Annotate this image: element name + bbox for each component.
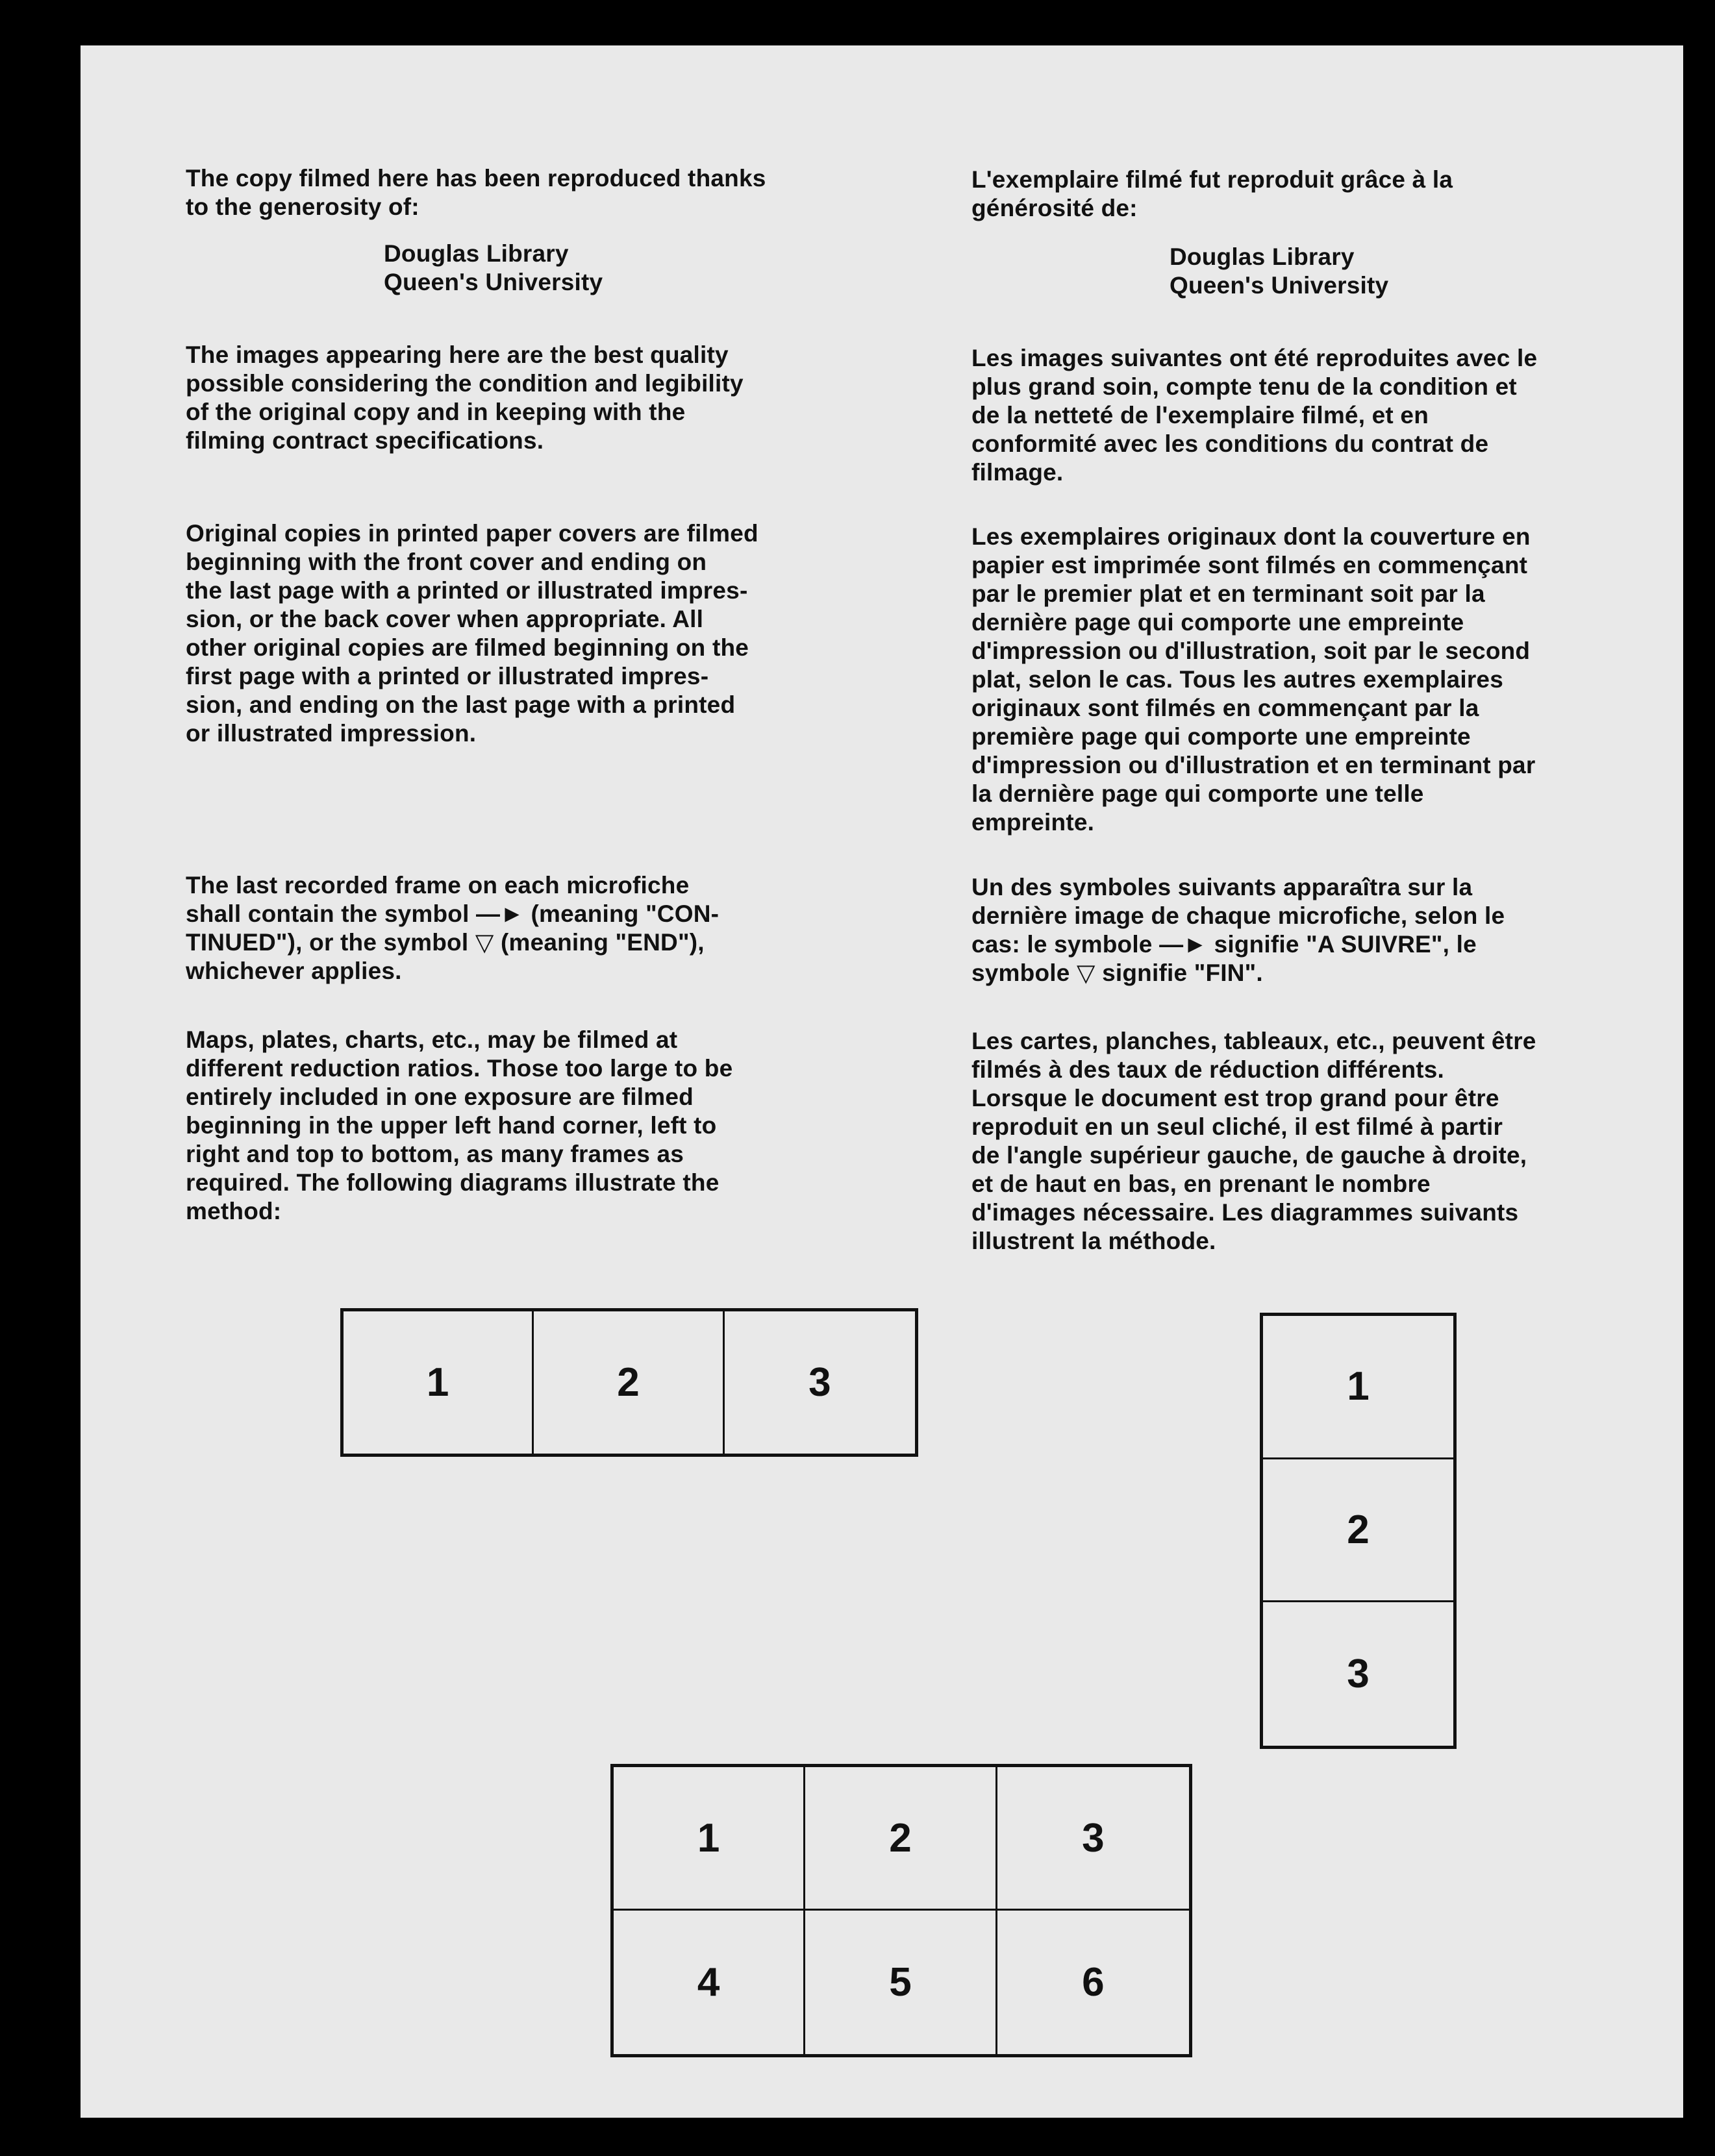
english-library-name: Douglas Library Queen's University bbox=[384, 240, 603, 295]
diagram-horizontal-three bbox=[340, 1308, 918, 1457]
diagram-cell: 5 bbox=[805, 1911, 997, 2054]
diagram-cell: 6 bbox=[1082, 1960, 1105, 2005]
english-filming-order-text: Original copies in printed paper covers are filmed beginning with the front cover and ending on the last page with a printed or illustrated impres- sion, or the back cover when appropriate. All other original copies are filmed beginning on the first page with a printed or illustrated impres- sion, and ending on the last page with a printed or illustrated impression. bbox=[186, 520, 758, 747]
diagram-cell: 4 bbox=[614, 1911, 805, 2054]
diagram-vertical-three bbox=[1260, 1313, 1457, 1749]
diagram-grid-six bbox=[610, 1764, 1192, 2057]
french-library-name: Douglas Library Queen's University bbox=[1170, 243, 1389, 299]
diagram-cell: 3 bbox=[997, 1767, 1189, 1911]
diagram-cell: 3 bbox=[808, 1360, 831, 1405]
english-symbol-text: The last recorded frame on each microfiche shall contain the symbol —► (meaning "CON- TINUED"), or the symbol ▽ (meaning "END"), whichever applies. bbox=[186, 872, 720, 984]
diagram-cell: 2 bbox=[534, 1311, 724, 1454]
diagram-cell: 2 bbox=[805, 1767, 997, 1911]
french-image-quality-text: Les images suivantes ont été reproduites avec le plus grand soin, compte tenu de la condition et de la netteté de l'exemplaire filmé, et en conformité avec les conditions du contrat de filmage. bbox=[971, 345, 1538, 486]
english-thanks-text: The copy filmed here has been reproduced thanks to the generosity of: bbox=[186, 165, 766, 220]
diagram-cell: 3 bbox=[1347, 1652, 1370, 1697]
diagram-cell: 1 bbox=[1263, 1316, 1453, 1459]
french-reduction-text: Les cartes, planches, tableaux, etc., peuvent être filmés à des taux de réduction différents. Lorsque le document est trop grand pour être reproduit en un seul cliché, il est filmé à partir de l'angle supérieur gauche, de gauche à droite, et de haut en bas, en prenant le nombre d'images nécessaire. Les diagrammes suivants illustrent la méthode. bbox=[971, 1028, 1536, 1254]
english-image-quality-text: The images appearing here are the best quality possible considering the condition and legibility of the original copy and in keeping with the filming contract specifications. bbox=[186, 341, 744, 454]
diagram-cell: 1 bbox=[344, 1311, 534, 1454]
english-reduction-text: Maps, plates, charts, etc., may be filmed at different reduction ratios. Those too large to be entirely included in one exposure are filmed beginning in the upper left hand corner, left to right and top to bottom, as many frames as required. The following diagrams illustrate the method: bbox=[186, 1026, 733, 1224]
french-thanks-text: L'exemplaire filmé fut reproduit grâce à la générosité de: bbox=[971, 166, 1453, 221]
diagram-cell: 2 bbox=[1263, 1459, 1453, 1603]
microfiche-target-page bbox=[81, 45, 1683, 2118]
french-symbol-text: Un des symboles suivants apparaîtra sur la dernière image de chaque microfiche, selon le cas: le symbole —► signifie "A SUIVRE", le symbole ▽ signifie "FIN". bbox=[971, 874, 1505, 986]
diagram-cell: 1 bbox=[614, 1767, 805, 1911]
french-filming-order-text: Les exemplaires originaux dont la couverture en papier est imprimée sont filmés en commençant par le premier plat et en terminant soit par la dernière page qui comporte une empreinte d'impression ou d'illustration, soit par le second plat, selon le cas. Tous les autres exemplaires originaux sont filmés en commençant par la première page qui comporte une empreinte d'impression ou d'illustration et en terminant par la dernière page qui comporte une telle empreinte. bbox=[971, 523, 1536, 836]
